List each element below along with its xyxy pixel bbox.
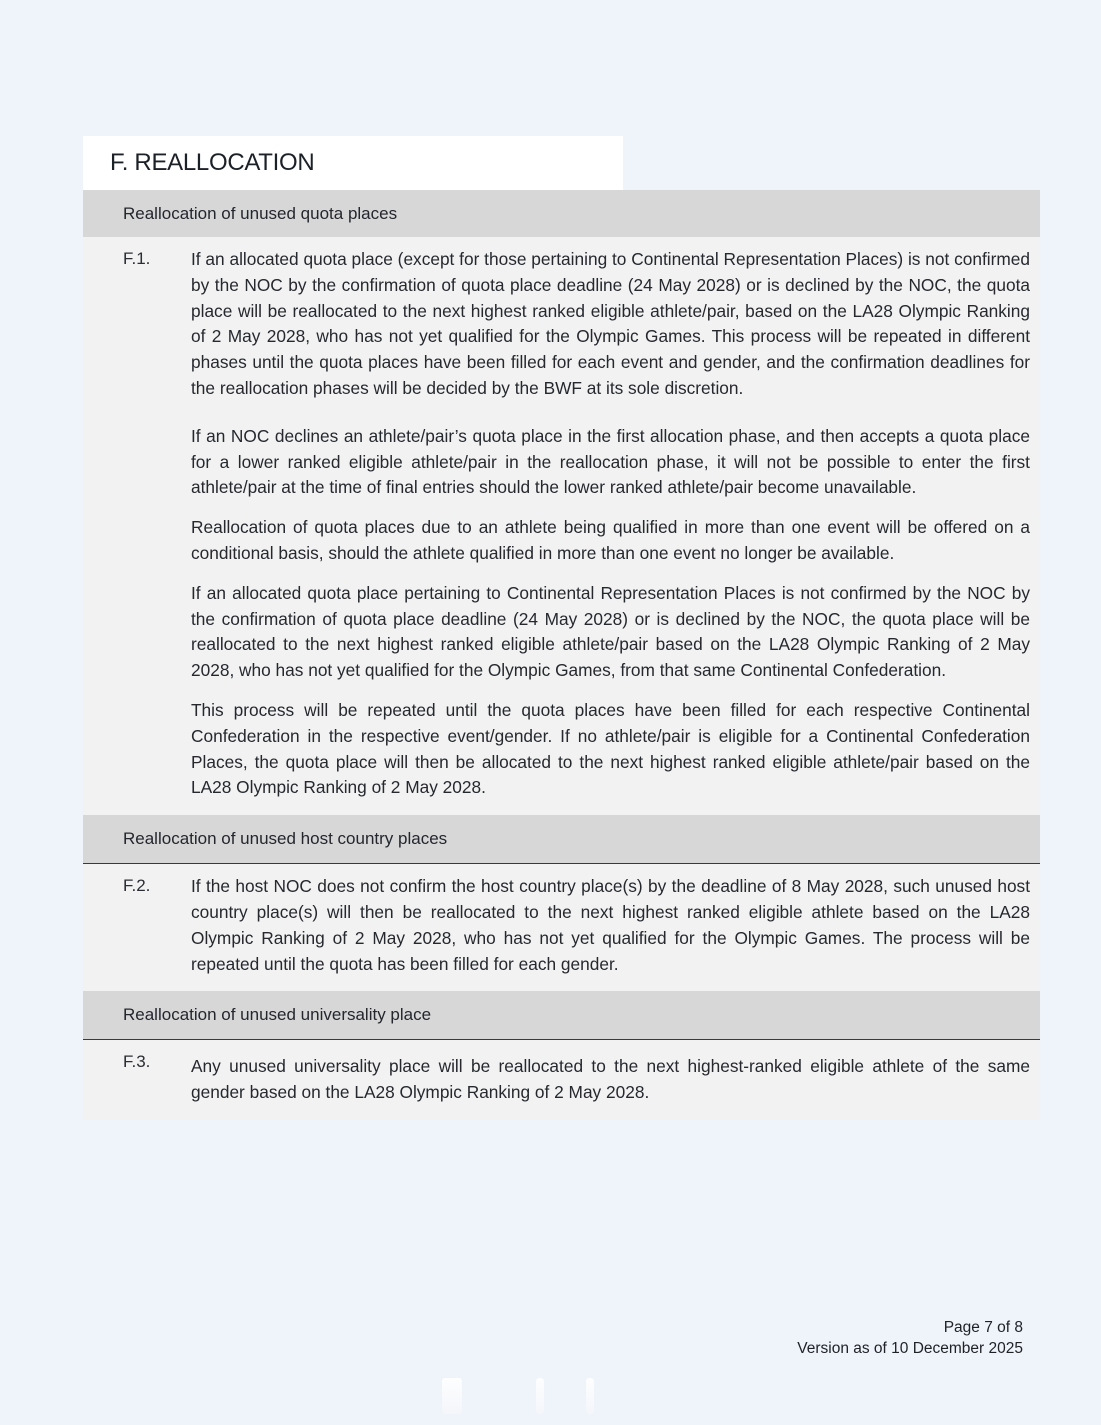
- decorative-artifact: [536, 1378, 544, 1414]
- clause-number: F.3.: [123, 1052, 151, 1072]
- paragraph: If an NOC declines an athlete/pair’s quota place in the first allocation phase, and then accepts a quota place for a lower ranked eligible athlete/pair in the reallocation phase, it will not be possible to enter the first athlete/pair at the time of final entries should the lower ranked athlete/pair become unavailable.: [191, 425, 1030, 498]
- paragraph: Any unused universality place will be reallocated to the next highest-ranked eligible athlete of the same gender based on the LA28 Olympic Ranking of 2 May 2028.: [191, 1056, 1030, 1103]
- clause-number: F.1.: [123, 249, 151, 268]
- section-title: F. REALLOCATION: [110, 149, 315, 176]
- decorative-artifact: [586, 1378, 594, 1414]
- clause-f2: [83, 864, 1040, 991]
- paragraph: This process will be repeated until the quota places have been filled for each respective Continental Confederation in the respective event/gender. If no athlete/pair is eligible for a Continental Confederation Places, the quota place will then be allocated to the next highest ranked eligible athlete/pair based on the LA28 Olympic Ranking of 2 May 2028.: [191, 699, 1030, 798]
- clause-number: F.2.: [123, 876, 151, 896]
- document-content: [83, 190, 1040, 1120]
- page-number: Page 7 of 8: [943, 1319, 1023, 1336]
- subsection-heading-host-country-places: Reallocation of unused host country places: [83, 815, 1040, 864]
- paragraph: Reallocation of quota places due to an athlete being qualified in more than one event will be offered on a conditional basis, should the athlete qualified in more than one event no longer be available.: [191, 517, 1030, 563]
- page-footer: [797, 1317, 1023, 1359]
- section-title-box: [83, 136, 623, 190]
- subsection-heading-universality-place: Reallocation of unused universality place: [83, 991, 1040, 1040]
- paragraph: If an allocated quota place pertaining to Continental Representation Places is not confirmed by the NOC by the confirmation of quota place deadline (24 May 2028) or is declined by the NOC, the quota place will be reallocated to the next highest ranked eligible athlete/pair based on the LA28 Olympic Ranking of 2 May 2028, who has not yet qualified for the Olympic Games, from that same Continental Confederation.: [191, 582, 1030, 681]
- subsection-heading-quota-places: Reallocation of unused quota places: [83, 190, 1040, 237]
- clause-f3: [83, 1040, 1040, 1120]
- paragraph: If the host NOC does not confirm the host country place(s) by the deadline of 8 May 2028, such unused host country place(s) will then be reallocated to the next highest ranked eligible athlete based on the LA28 Olympic Ranking of 2 May 2028, who has not yet qualified for the Olympic Games. The process will be repeated until the quota has been filled for each gender.: [191, 876, 1030, 974]
- clause-f1: [83, 237, 1040, 815]
- version-date: Version as of 10 December 2025: [797, 1340, 1023, 1357]
- decorative-artifact: [442, 1378, 462, 1414]
- paragraph: If an allocated quota place (except for those pertaining to Continental Representation Places) is not confirmed by the NOC by the confirmation of quota place deadline (24 May 2028) or is declined by the NOC, the quota place will be reallocated to the next highest ranked eligible athlete/pair, based on the LA28 Olympic Ranking of 2 May 2028, who has not yet qualified for the Olympic Games. This process will be repeated in different phases until the quota places have been filled for each event and gender, and the confirmation deadlines for the reallocation phases will be decided by the BWF at its sole discretion.: [191, 249, 1030, 398]
